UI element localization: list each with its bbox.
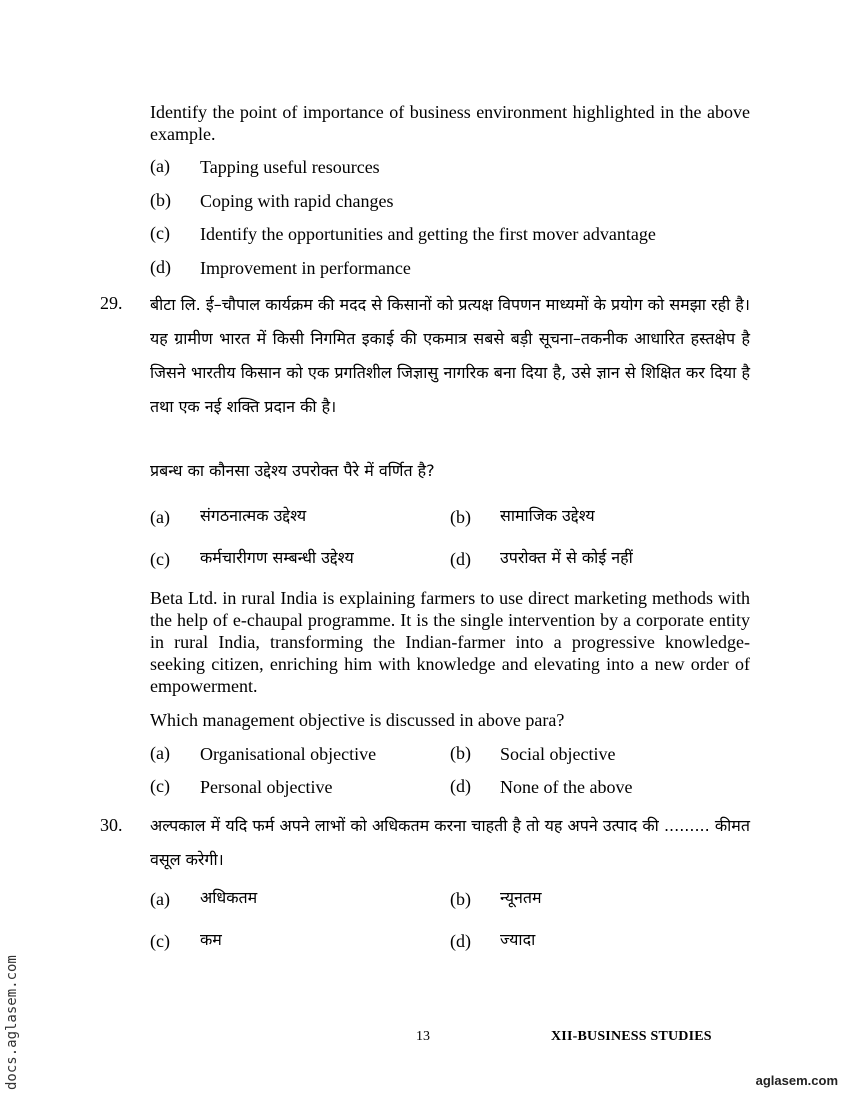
prev-option-a-text: Tapping useful resources (200, 157, 380, 177)
corner-watermark: aglasem.com (755, 1073, 838, 1088)
q29-hindi-option-c-text: कर्मचारीगण सम्बन्धी उद्देश्य (200, 548, 354, 567)
q29-hindi-option-a-label: (a) (150, 507, 170, 527)
subject-footer: XII-BUSINESS STUDIES (551, 1029, 712, 1044)
q30-option-d-text: ज्यादा (500, 930, 536, 949)
q29-english-option-d-label: (d) (450, 776, 471, 796)
q29-english-option-b-text: Social objective (500, 744, 616, 764)
prev-option-d-label: (d) (150, 257, 171, 277)
q29-english-option-a-label: (a) (150, 743, 170, 763)
prev-option-d-text: Improvement in performance (200, 258, 411, 278)
q30-option-c-text: कम (200, 930, 222, 949)
side-watermark: docs.aglasem.com (4, 955, 20, 1090)
page-number: 13 (416, 1029, 430, 1044)
question-30-number: 30. (100, 815, 123, 835)
q29-english-option-a-text: Organisational objective (200, 744, 377, 764)
q29-hindi-option-d-label: (d) (450, 549, 471, 569)
prev-option-c-label: (c) (150, 223, 170, 243)
q30-option-d-label: (d) (450, 931, 471, 951)
prev-question-text: Identify the point of importance of business environment highlighted in the above example. (150, 102, 750, 144)
question-29-number: 29. (100, 293, 123, 313)
q30-option-c-label: (c) (150, 931, 170, 951)
q29-english-option-d-text: None of the above (500, 777, 633, 797)
q30-option-b-text: न्यूनतम (500, 888, 542, 907)
question-30-hindi-paragraph: अल्पकाल में यदि फर्म अपने लाभों को अधिकतम करना चाहती है तो यह अपने उत्पाद की ......... कीमत वसूल करेगी। (150, 816, 750, 869)
q29-hindi-option-b-label: (b) (450, 507, 471, 527)
prev-option-b-label: (b) (150, 190, 171, 210)
prev-option-c-text: Identify the opportunities and getting the first mover advantage (200, 224, 656, 244)
prev-option-b-text: Coping with rapid changes (200, 191, 394, 211)
prev-option-a-label: (a) (150, 156, 170, 176)
q29-hindi-option-a-text: संगठनात्मक उद्देश्य (200, 506, 307, 525)
q29-english-option-c-text: Personal objective (200, 777, 333, 797)
q29-hindi-option-b-text: सामाजिक उद्देश्य (500, 506, 595, 525)
q30-option-a-text: अधिकतम (200, 888, 258, 907)
q29-english-option-c-label: (c) (150, 776, 170, 796)
q30-option-b-label: (b) (450, 889, 471, 909)
question-29-hindi-paragraph: बीटा लि. ई–चौपाल कार्यक्रम की मदद से किसानों को प्रत्यक्ष विपणन माध्यमों के प्रयोग को समझा रही है। यह ग्रामीण भारत में किसी निगमित इकाई की एकमात्र सबसे बड़ी सूचना–तकनीक आधारित हस्तक्षेप है जिसने भारतीय किसान को एक प्रगतिशील जिज्ञासु नागरिक बना दिया है, उसे ज्ञान से शिक्षित कर दिया है तथा एक नई शक्ति प्रदान की है। (150, 295, 750, 416)
q29-hindi-option-d-text: उपरोक्त में से कोई नहीं (500, 548, 633, 567)
question-29-english-paragraph: Beta Ltd. in rural India is explaining farmers to use direct marketing methods with the help of e-chaupal programme. It is the single intervention by a corporate entity in rural India, transforming the Indian-farmer into a progressive knowledge-seeking citizen, enriching him with knowledge and elevating into a new order of empowerment. (150, 588, 750, 696)
q30-option-a-label: (a) (150, 889, 170, 909)
question-29-hindi-question: प्रबन्ध का कौनसा उद्देश्य उपरोक्त पैरे में वर्णित है? (150, 461, 435, 480)
question-29-english-question: Which management objective is discussed in above para? (150, 710, 565, 730)
q29-hindi-option-c-label: (c) (150, 549, 170, 569)
q29-english-option-b-label: (b) (450, 743, 471, 763)
